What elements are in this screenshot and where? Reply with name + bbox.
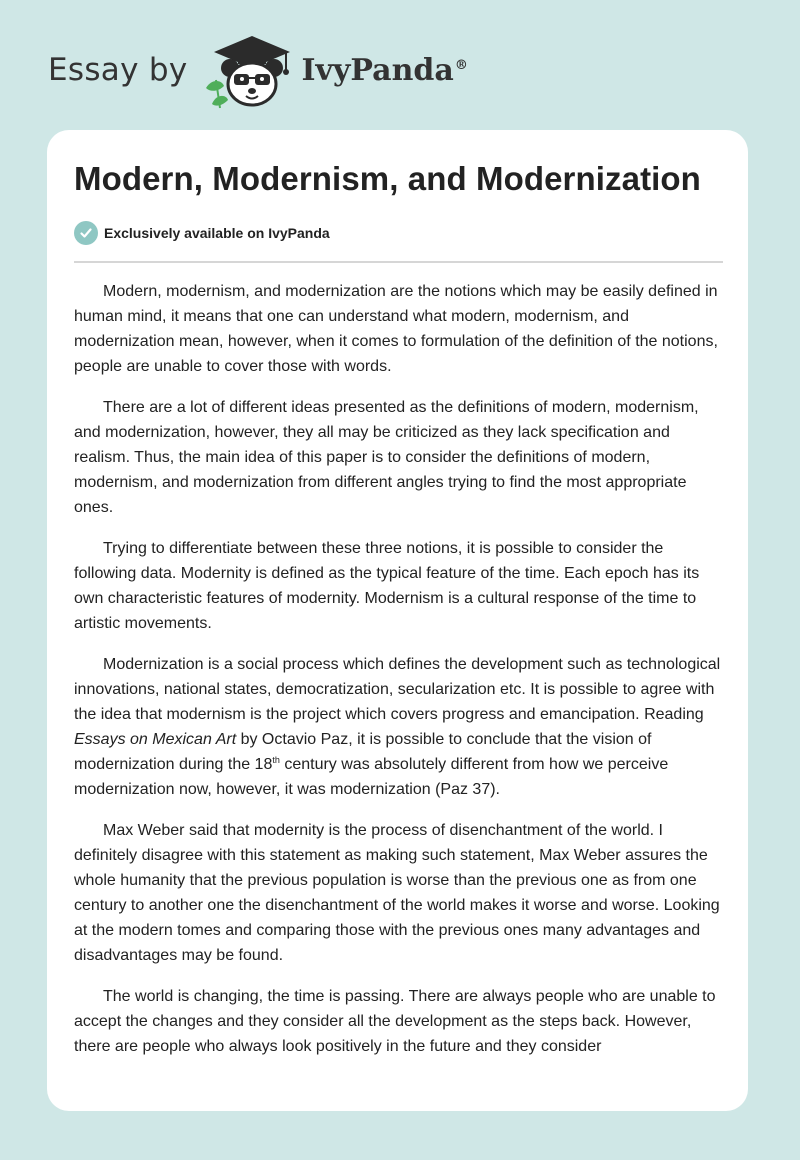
- essay-paragraph: The world is changing, the time is passing. There are always people who are unable to accept the changes and they consider all the development as the steps back. However, there are people who always look positively in the future and they consider: [74, 988, 716, 1055]
- essay-paragraph: Modern, modernism, and modernization are the notions which may be easily defined in human mind, it means that one can understand what modern, modernism, and modernization mean, however, when it comes to formulation of the definition of the notions, people are unable to cover those with words.: [74, 283, 718, 375]
- essay-paragraph: Max Weber said that modernity is the process of disenchantment of the world. I definitely disagree with this statement as making such statement, Max Weber assures the whole humanity that the previous population is worse than the previous one as from one century to another one the disenchantment of the world makes it worse and worse. Looking at the modern tomes and comparing those with the previous ones many advantages and disadvantages may be found.: [74, 822, 720, 964]
- registered-mark: ®: [454, 57, 468, 73]
- page-title: Modern, Modernism, and Modernization: [74, 160, 701, 197]
- ordinal-suffix: th: [272, 755, 280, 765]
- book-title: Essays on Mexican Art: [74, 731, 237, 748]
- panda-graduate-icon[interactable]: [202, 30, 298, 110]
- check-icon: [74, 221, 98, 245]
- badge-label: Exclusively available on IvyPanda: [104, 225, 330, 241]
- essay-card: [47, 130, 748, 1111]
- essay-paragraph: Trying to differentiate between these three notions, it is possible to consider the following data. Modernity is defined as the typical feature of the time. Each epoch has its own characteristic features of modernity. Modernism is a cultural response of the time to artistic movements.: [74, 540, 700, 632]
- essay-body: [74, 279, 723, 1075]
- essay-paragraph: Modernization is a social process which defines the development such as technological innovations, national states, democratization, secularization etc. It is possible to agree with the idea that modernism is the project which covers progress and emancipation. Reading Essays on Mexican Art by Octavio Paz, it is possible to conclude that the vision of modernization during the 18th century was absolutely different from how we perceive modernization now, however, it was modernization (Paz 37).: [74, 656, 721, 798]
- brand-name[interactable]: IvyPanda®: [301, 52, 468, 88]
- title-divider: [74, 261, 723, 263]
- essay-paragraph: There are a lot of different ideas presented as the definitions of modern, modernism, and modernization, however, they all may be criticized as they lack specification and realism. Thus, the main idea of this paper is to consider the definitions of modern, modernism, and modernization from different angles trying to find the most appropriate ones.: [74, 399, 699, 516]
- site-header: [48, 30, 468, 110]
- exclusive-badge: [74, 221, 330, 245]
- essay-by-label: Essay by: [48, 52, 188, 88]
